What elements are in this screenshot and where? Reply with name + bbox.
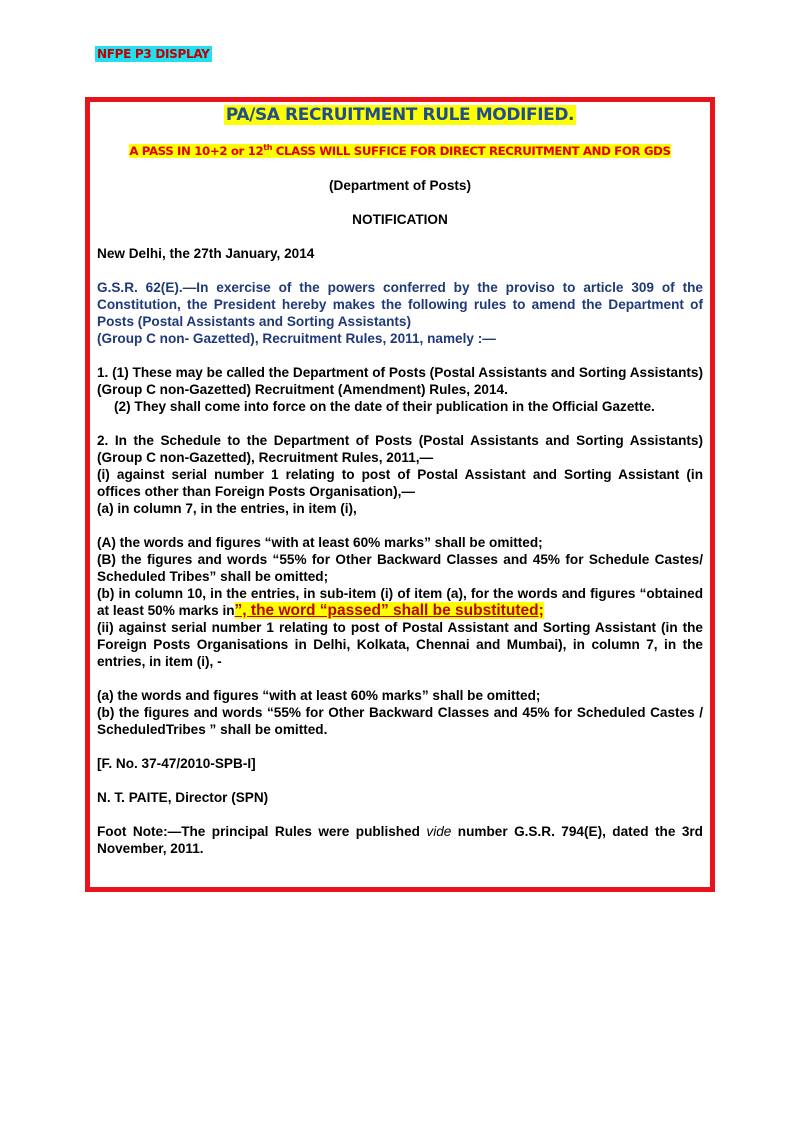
signatory: N. T. PAITE, Director (SPN) — [97, 789, 269, 805]
item-b — [97, 585, 703, 619]
subtitle — [97, 139, 703, 160]
department: (Department of Posts) — [329, 177, 471, 193]
rule-1-2: (2) They shall come into force on the date of their publication in the Official Gazette. — [114, 398, 655, 414]
item-b-quote: ”, — [234, 601, 251, 619]
item-b-pre: (b) in column 10, in the entries, in sub-item (i) of item (a), for the words and figures “obtained at least 50% marks in — [97, 585, 703, 618]
item-B: (B) the figures and words “55% for Other Backward Classes and 45% for Schedule Castes/ Scheduled Tribes” shall be omitted; — [97, 551, 703, 584]
item-b-highlight: the word “passed” shall be substituted — [250, 601, 539, 619]
subtitle-text — [129, 144, 670, 158]
subtitle-sup: th — [263, 143, 273, 152]
tag-label: NFPE P3 DISPLAY — [97, 47, 210, 61]
subtitle-pre: A PASS IN 10+2 or 12 — [129, 143, 264, 158]
page-title — [97, 107, 703, 124]
item-b-post: ; — [538, 601, 544, 619]
notification-body — [97, 107, 703, 857]
subtitle-post: CLASS WILL SUFFICE FOR DIRECT RECRUITMENT AND FOR GDS — [272, 143, 671, 158]
rule-1-1: 1. (1) These may be called the Department of Posts (Postal Assistants and Sorting Assistants) (Group C non-Gazetted) Recruitment (Amendment) Rules, 2014. — [97, 364, 703, 397]
file-number: [F. No. 37-47/2010-SPB-I] — [97, 755, 256, 771]
foot-note — [97, 823, 703, 857]
foot-pre: Foot Note:—The principal Rules were published — [97, 823, 427, 839]
gsr-paragraph-2: (Group C non- Gazetted), Recruitment Rules, 2011, namely :— — [97, 330, 496, 346]
item-b2: (b) the figures and words “55% for Other Backward Classes and 45% for Scheduled Castes / ScheduledTribes ” shall be omitted. — [97, 704, 703, 737]
date-line: New Delhi, the 27th January, 2014 — [97, 245, 315, 261]
item-a2: (a) the words and figures “with at least 60% marks” shall be omitted; — [97, 687, 541, 703]
gsr-paragraph: G.S.R. 62(E).—In exercise of the powers conferred by the proviso to article 309 of the Constitution, the President hereby makes the following rules to amend the Department of Posts (Postal Assistants and Sorting Assistants) — [97, 279, 703, 329]
foot-vide: vide — [426, 823, 452, 839]
notification-heading: NOTIFICATION — [352, 211, 448, 227]
rule-2-i: (i) against serial number 1 relating to post of Postal Assistant and Sorting Assistant (in offices other than Foreign Posts Organisation),— — [97, 466, 703, 499]
rule-2: 2. In the Schedule to the Department of Posts (Postal Assistants and Sorting Assistants) (Group C non-Gazetted), Recruitment Rules, 2011,— — [97, 432, 703, 465]
title-text: PA/SA RECRUITMENT RULE MODIFIED. — [225, 105, 575, 125]
item-ii: (ii) against serial number 1 relating to post of Postal Assistant and Sorting Assistant (in the Foreign Posts Organisations in Delhi, Kolkata, Chennai and Mumbai), in column 7, in the entries, in item (i), - — [97, 619, 703, 669]
item-A: (A) the words and figures “with at least 60% marks” shall be omitted; — [97, 534, 543, 550]
rule-2-a: (a) in column 7, in the entries, in item (i), — [97, 500, 357, 516]
foot-post: number G.S.R. 794(E), dated the 3rd November, 2011. — [97, 823, 703, 856]
